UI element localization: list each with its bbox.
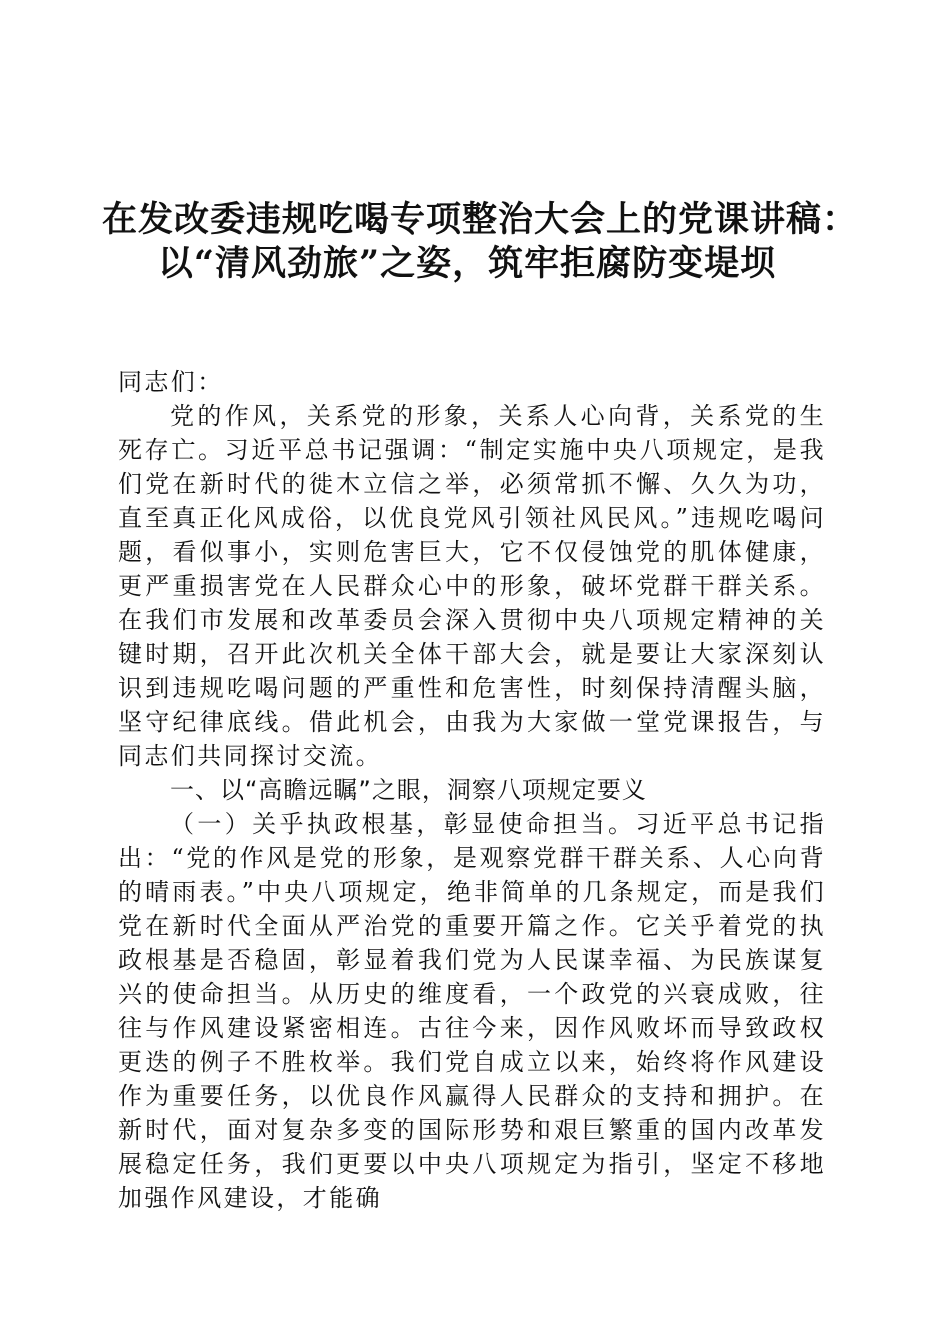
document-title-line-1: 在发改委违规吃喝专项整治大会上的党课讲稿： [101, 199, 858, 240]
paragraph-section1-1: （一）关乎执政根基，彰显使命担当。习近平总书记指出：“党的作风是党的形象，是观察党群干群关系、人心向背的晴雨表。”中央八项规定，绝非简单的几条规定，而是我们党在新时代全面从严治党的重要开篇之作。它关乎着党的执政根基是否稳固，彰显着我们党为人民谋幸福、为民族谋复兴的使命担当。从历史的维度看，一个政党的兴衰成败，往往与作风建设紧密相连。古往今来，因作风败坏而导致政权更迭的例子不胜枚举。我们党自成立以来，始终将作风建设作为重要任务，以优良作风赢得人民群众的支持和拥护。在新时代，面对复杂多变的国际形势和艰巨繁重的国内改革发展稳定任务，我们更要以中央八项规定为指引，坚定不移地加强作风建设，才能确 [118, 810, 826, 1212]
document-title-line-2: 以“清风劲旅”之姿，筑牢拒腐防变堤坝 [157, 243, 777, 284]
salutation: 同志们： [118, 368, 224, 396]
document-body [118, 365, 826, 1215]
section-heading-1: 一、以“高瞻远瞩”之眼，洞察八项规定要义 [170, 776, 647, 804]
paragraph-intro: 党的作风，关系党的形象，关系人心向背，关系党的生死存亡。习近平总书记强调：“制定实施中央八项规定，是我们党在新时代的徙木立信之举，必须常抓不懈、久久为功，直至真正化风成俗，以优良党风引领社风民风。”违规吃喝问题，看似事小，实则危害巨大，它不仅侵蚀党的肌体健康，更严重损害党在人民群众心中的形象，破坏党群干群关系。在我们市发展和改革委员会深入贯彻中央八项规定精神的关键时期，召开此次机关全体干部大会，就是要让大家深刻认识到违规吃喝问题的严重性和危害性，时刻保持清醒头脑，坚守纪律底线。借此机会，由我为大家做一堂党课报告，与同志们共同探讨交流。 [118, 402, 826, 770]
